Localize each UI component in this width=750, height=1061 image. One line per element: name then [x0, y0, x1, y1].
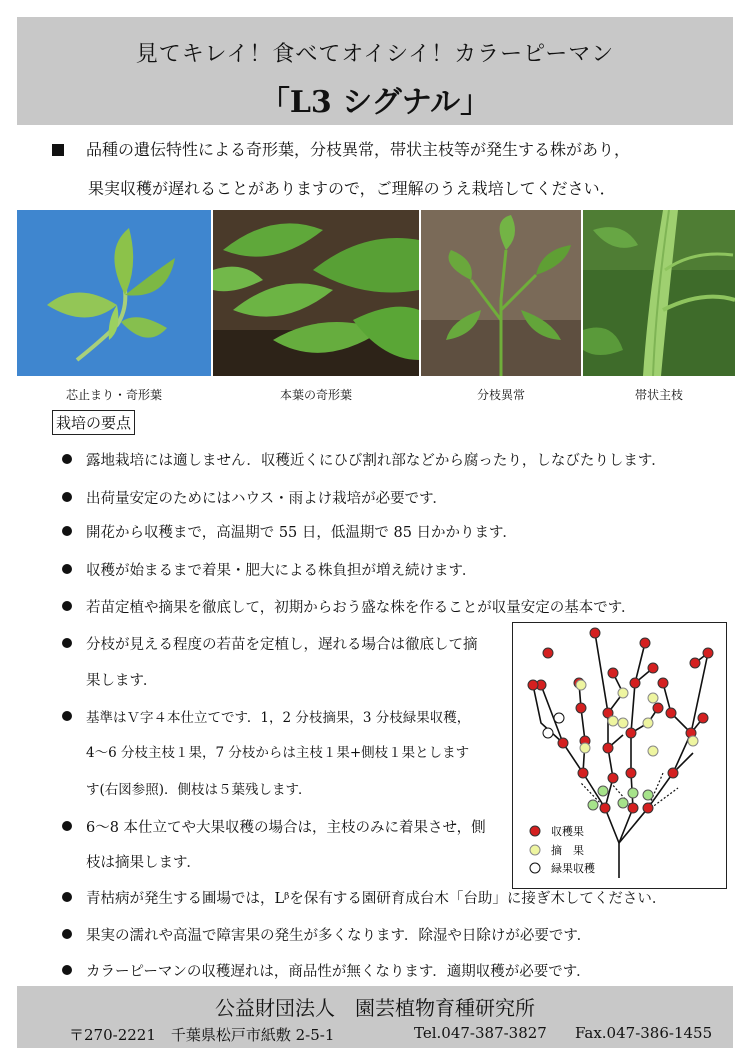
harvest-fruit — [643, 803, 653, 813]
thinned-fruit — [618, 688, 628, 698]
page-title: 「L3 シグナル」 — [259, 85, 491, 120]
list-item-continuation: 4～6 分枝主枝１果，7 分枝からは主枝１果+側枝１果とします — [86, 745, 470, 761]
green-harvest-marker — [554, 713, 564, 723]
thinned-fruit — [688, 736, 698, 746]
list-item-continuation: 枝は摘果します． — [86, 855, 201, 871]
green-fruit — [643, 790, 653, 800]
harvest-fruit — [600, 803, 610, 813]
harvest-fruit — [608, 773, 618, 783]
pepper-plant-diagram — [513, 623, 726, 888]
harvest-fruit — [528, 680, 538, 690]
legend-thin-label: 摘 果 — [551, 844, 584, 857]
harvest-fruit — [578, 768, 588, 778]
harvest-fruit — [658, 678, 668, 688]
square-bullet-icon — [52, 144, 64, 156]
bullet-dot-icon — [62, 492, 72, 502]
harvest-fruit — [698, 713, 708, 723]
bullet-dot-icon — [62, 965, 72, 975]
thinned-fruit — [576, 680, 586, 690]
legend-harvest-swatch — [530, 826, 540, 836]
photo-caption: 帯状主枝 — [634, 388, 683, 402]
phone-number: Tel.047-387-3827 — [414, 1024, 547, 1042]
harvest-fruit — [603, 743, 613, 753]
footer-banner — [17, 986, 733, 1048]
photo-caption: 分枝異常 — [476, 388, 525, 402]
thinned-fruit — [648, 746, 658, 756]
subtitle: 見てキレイ！食べてオイシイ！カラーピーマン — [135, 42, 615, 67]
photo-fasciated-main-stem — [583, 210, 735, 376]
harvest-fruit — [666, 708, 676, 718]
bullet-dot-icon — [62, 564, 72, 574]
organization-name: 公益財団法人 園芸植物育種研究所 — [215, 996, 535, 1020]
bullet-dot-icon — [62, 638, 72, 648]
harvest-fruit — [653, 703, 663, 713]
legend-green-label: 緑果収穫 — [551, 862, 595, 875]
green-harvest-marker — [543, 728, 553, 738]
harvest-fruit — [640, 638, 650, 648]
photo-strip — [17, 210, 735, 376]
notice-line-2: 果実収穫が遅れることがありますので，ご理解のうえ栽培してください． — [88, 179, 616, 198]
harvest-fruit — [630, 678, 640, 688]
plant-branches — [533, 633, 708, 878]
section-heading: 栽培の要点 — [52, 410, 135, 435]
harvest-fruit — [628, 803, 638, 813]
photo-caption: 本葉の奇形葉 — [279, 388, 352, 402]
bullet-dot-icon — [62, 929, 72, 939]
training-diagram — [512, 622, 727, 889]
notice-line-1: 品種の遺伝特性による奇形葉，分枝異常，帯状主枝等が発生する株があり， — [52, 137, 630, 160]
bullet-dot-icon — [62, 454, 72, 464]
green-fruit — [598, 786, 608, 796]
photo-stunted-deformed-leaf — [17, 210, 211, 376]
photo-true-leaf-deformity — [213, 210, 419, 376]
harvest-fruit — [626, 728, 636, 738]
legend-harvest-label: 収穫果 — [551, 825, 584, 838]
harvest-fruit — [590, 628, 600, 638]
thinned-fruit — [608, 716, 618, 726]
harvest-fruit — [690, 658, 700, 668]
harvest-fruit — [648, 663, 658, 673]
thinned-fruit — [618, 718, 628, 728]
title-banner — [17, 17, 733, 125]
thinned-fruit — [643, 718, 653, 728]
harvest-fruit — [668, 768, 678, 778]
legend-thin-swatch — [530, 845, 540, 855]
bullet-dot-icon — [62, 892, 72, 902]
legend-green-swatch — [530, 863, 540, 873]
photo-branching-abnormality — [421, 210, 581, 376]
green-fruit — [618, 798, 628, 808]
harvest-fruit — [703, 648, 713, 658]
harvest-fruit — [608, 668, 618, 678]
list-item-continuation: す(右図参照)．側枝は５葉残します． — [86, 782, 312, 798]
harvest-fruit — [543, 648, 553, 658]
green-fruit — [628, 788, 638, 798]
bullet-dot-icon — [62, 601, 72, 611]
fruit-markers — [528, 628, 713, 813]
green-fruit — [588, 800, 598, 810]
address: 〒270-2221 千葉県松戸市紙敷 2-5-1 — [69, 1026, 335, 1044]
thinned-fruit — [648, 693, 658, 703]
bullet-dot-icon — [62, 821, 72, 831]
bullet-dot-icon — [62, 526, 72, 536]
harvest-fruit — [626, 768, 636, 778]
thinned-fruit — [580, 743, 590, 753]
harvest-fruit — [576, 703, 586, 713]
bullet-dot-icon — [62, 711, 72, 721]
list-item-continuation: 果します． — [86, 673, 158, 689]
photo-caption: 芯止まり・奇形葉 — [65, 388, 162, 402]
fax-number: Fax.047-386-1455 — [575, 1024, 713, 1042]
harvest-fruit — [558, 738, 568, 748]
